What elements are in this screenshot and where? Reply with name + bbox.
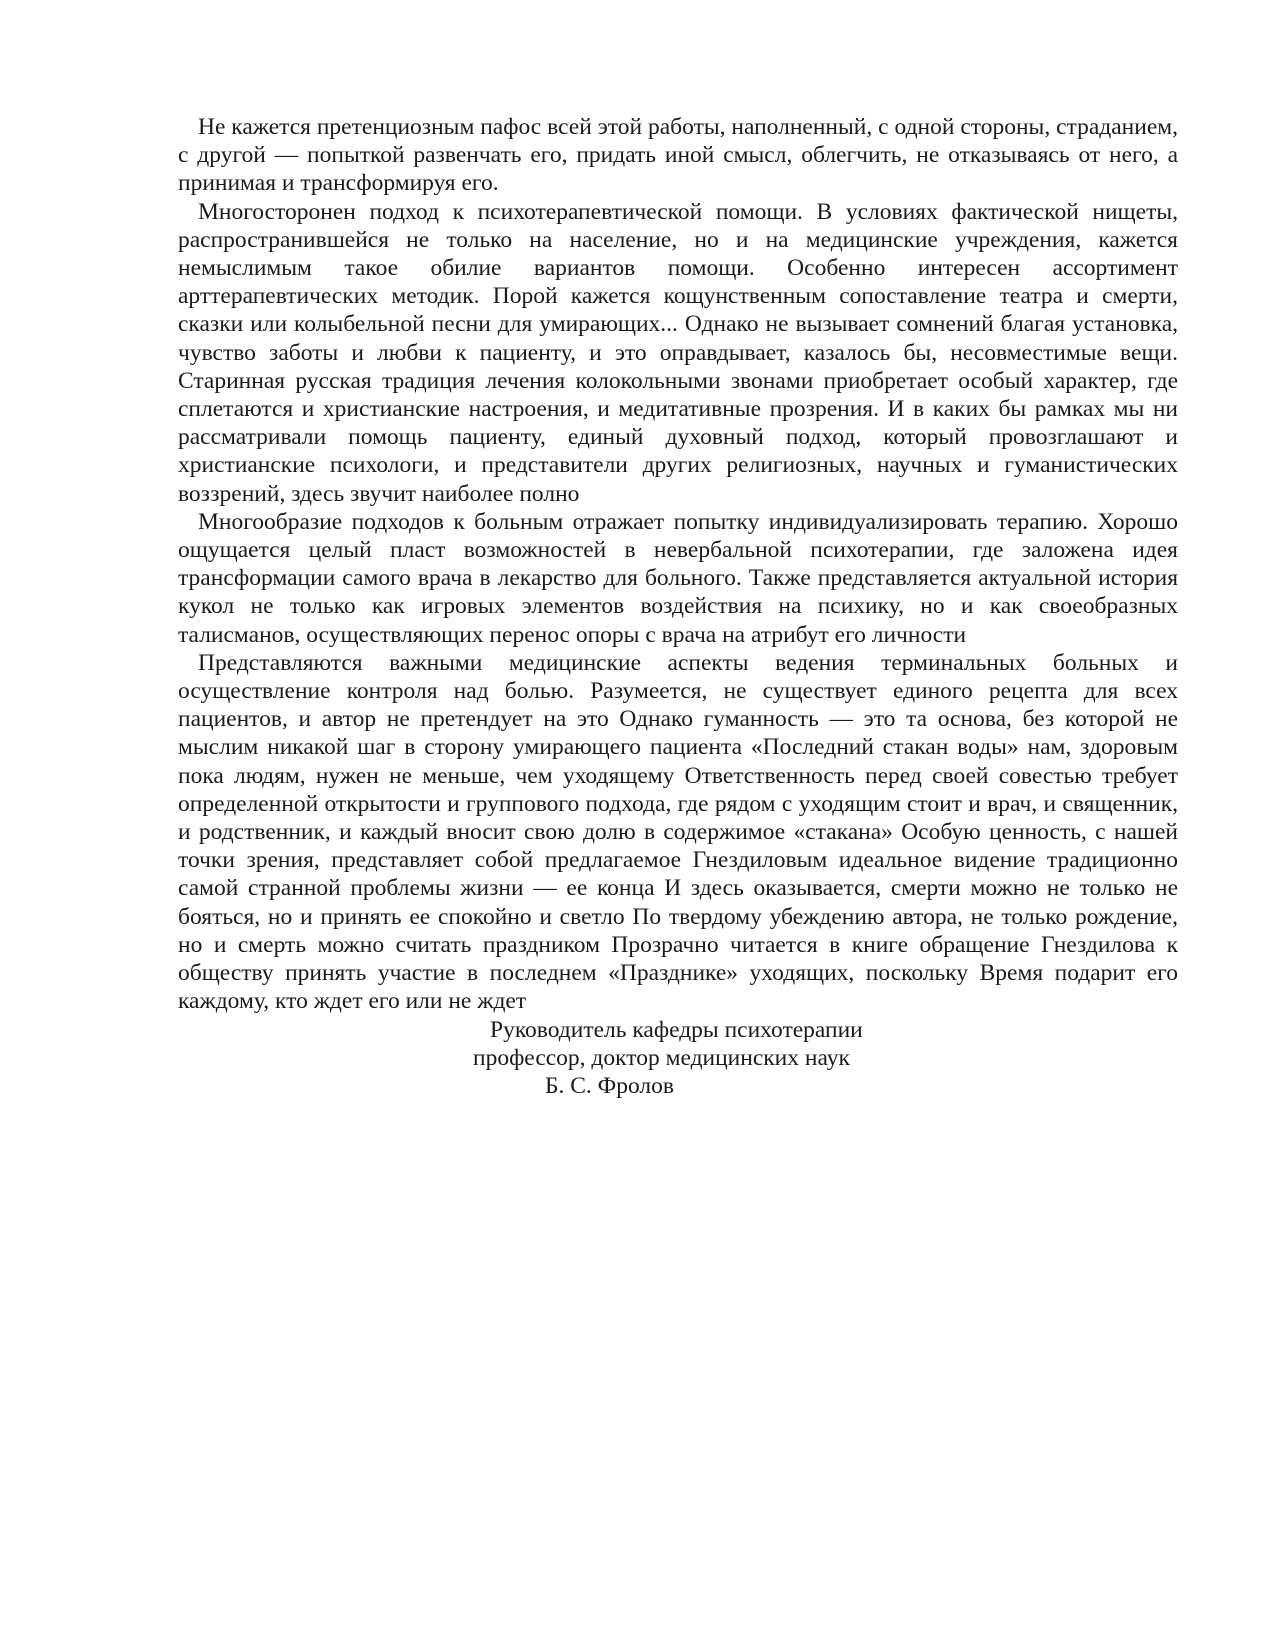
signature-position: Руководитель кафедры психотерапии xyxy=(490,1016,863,1043)
signature-block xyxy=(178,1016,1178,1101)
signature-name: Б. С. Фролов xyxy=(545,1072,674,1099)
paragraph-diversity: Многообразие подходов к больным отражает попытку индивидуализировать терапию. Хорошо ощущается целый пласт возможностей в невербальной психотерапии, где заложена идея трансформации самого врача в лекарство для больного. Также представляется актуальной история кукол не только как игровых элементов воздействия на психику, но и как своеобразных талисманов, осуществляющих перенос опоры с врача на атрибут его личности xyxy=(178,508,1178,648)
paragraph-approaches: Многосторонен подход к психотерапевтической помощи. В условиях фактической нищеты, распространившейся не только на население, но и на медицинские учреждения, кажется немыслимым такое обилие вариантов помощи. Особенно интересен ассортимент арттерапевтических методик. Порой кажется кощунственным сопоставление театра и смерти, сказки или колыбельной песни для умирающих... Однако не вызывает сомнений благая установка, чувство заботы и любви к пациенту, и это оправдывает, казалось бы, несовместимые вещи. Старинная русская традиция лечения колокольными звонами приобретает особый характер, где сплетаются и христианские настроения, и медитативные прозрения. И в каких бы рамках мы ни рассматривали помощь пациенту, единый духовный подход, который провозглашают и христианские психологи, и представители других религиозных, научных и гуманистических воззрений, здесь звучит наиболее полно xyxy=(178,198,1178,507)
document-page xyxy=(178,113,1178,1100)
signature-title: профессор, доктор медицинских наук xyxy=(473,1044,850,1071)
paragraph-medical-aspects: Представляются важными медицинские аспекты ведения терминальных больных и осуществление контроля над болью. Разумеется, не существует единого рецепта для всех пациентов, и автор не претендует на это Однако гуманность — это та основа, без которой не мыслим никакой шаг в сторону умирающего пациента «Последний стакан воды» нам, здоровым пока людям, нужен не меньше, чем уходящему Ответственность перед своей совестью требует определенной открытости и группового подхода, где рядом с уходящим стоит и врач, и священник, и родственник, и каждый вносит свою долю в содержимое «стакана» Особую ценность, с нашей точки зрения, представляет собой предлагаемое Гнездиловым идеальное видение традиционно самой странной проблемы жизни — ее конца И здесь оказывается, смерти можно не только не бояться, но и принять ее спокойно и светло По твердому убеждению автора, не только рождение, но и смерть можно считать праздником Прозрачно читается в книге обращение Гнездилова к обществу принять участие в последнем «Празднике» уходящих, поскольку Время подарит его каждому, кто ждет его или не ждет xyxy=(178,649,1178,1015)
paragraph-pathos: Не кажется претенциозным пафос всей этой работы, наполненный, с одной стороны, страданием, с другой — попыткой развенчать его, придать иной смысл, облегчить, не отказываясь от него, а принимая и трансформируя его. xyxy=(178,114,1178,197)
